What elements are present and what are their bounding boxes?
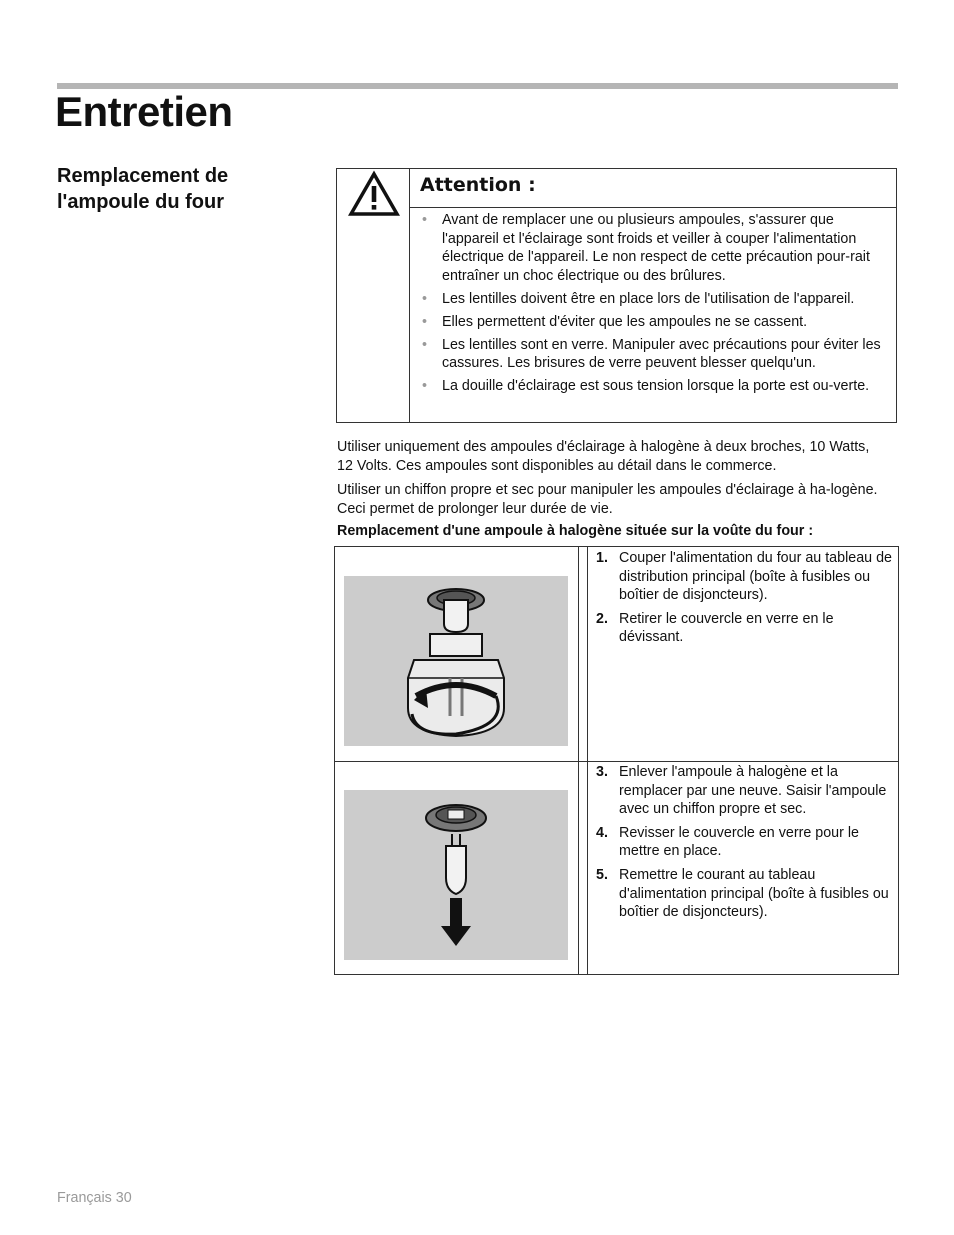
page-footer: Français 30 <box>57 1190 132 1206</box>
step-number: 5. <box>596 866 608 883</box>
step-item <box>596 549 893 605</box>
warning-item: • Les lentilles doivent être en place lors de l'utilisation de l'appareil. <box>420 290 890 309</box>
step-number: 1. <box>596 550 608 566</box>
step-item <box>596 866 893 922</box>
step-text: Enlever l'ampoule à halogène et la remplacer par une neuve. Saisir l'ampoule avec un chiffon propre et sec. <box>619 764 887 818</box>
replace-bulb-illustration <box>344 790 568 960</box>
step-number: 4. <box>596 824 608 841</box>
warning-triangle-icon <box>348 170 400 218</box>
handling-paragraph: Utiliser un chiffon propre et sec pour manipuler les ampoules d'éclairage à ha-logène. Ceci permet de prolonger leur durée de vie. <box>337 482 878 517</box>
warning-icon-column <box>337 169 410 422</box>
warning-item: • Les lentilles sont en verre. Manipuler avec précautions pour éviter les cassures. Les brisures de verre peuvent blesser quelqu'un. <box>420 336 890 373</box>
steps-list-second <box>596 763 893 927</box>
step-text: Retirer le couvercle en verre en le dévissant. <box>619 610 834 646</box>
bulb-spec-paragraph: Utiliser uniquement des ampoules d'éclairage à halogène à deux broches, 10 Watts, 12 Volts. Ces ampoules sont disponibles au détail dans le commerce. <box>337 439 870 474</box>
warning-item: • La douille d'éclairage est sous tension lorsque la porte est ou-verte. <box>420 377 890 396</box>
steps-table <box>334 546 899 975</box>
step-item <box>596 610 893 647</box>
warning-heading: Attention : <box>420 174 536 196</box>
step-text: Revisser le couvercle en verre pour le mettre en place. <box>619 824 859 860</box>
steps-list-first <box>596 549 893 652</box>
warning-item: • Avant de remplacer une ou plusieurs ampoules, s'assurer que l'appareil et l'éclairage sont froids et veiller à couper l'alimentation électrique de l'appareil. Le non respect de cette précaution pour-rait entraîner un choc électrique ou des brûlures. <box>420 211 890 285</box>
procedure-heading: Remplacement d'une ampoule à halogène située sur la voûte du four : <box>337 523 814 539</box>
page-title: Entretien <box>55 88 233 135</box>
step-number: 3. <box>596 764 608 780</box>
section-heading: Remplacement de l'ampoule du four <box>57 165 229 213</box>
unscrew-cover-illustration <box>344 576 568 746</box>
step-item <box>596 763 893 819</box>
step-text: Remettre le courant au tableau d'alimentation principal (boîte à fusibles ou boîtier de disjoncteurs). <box>619 866 889 921</box>
row-divider <box>335 761 898 762</box>
warning-list <box>420 211 890 400</box>
warning-box <box>336 168 897 423</box>
step-text: Couper l'alimentation du four au tableau de distribution principal (boîte à fusibles ou boîtier de disjoncteurs). <box>619 550 892 604</box>
warning-header <box>410 169 896 208</box>
step-number: 2. <box>596 610 608 627</box>
step-item <box>596 824 893 861</box>
warning-item: • Elles permettent d'éviter que les ampoules ne se cassent. <box>420 313 890 332</box>
